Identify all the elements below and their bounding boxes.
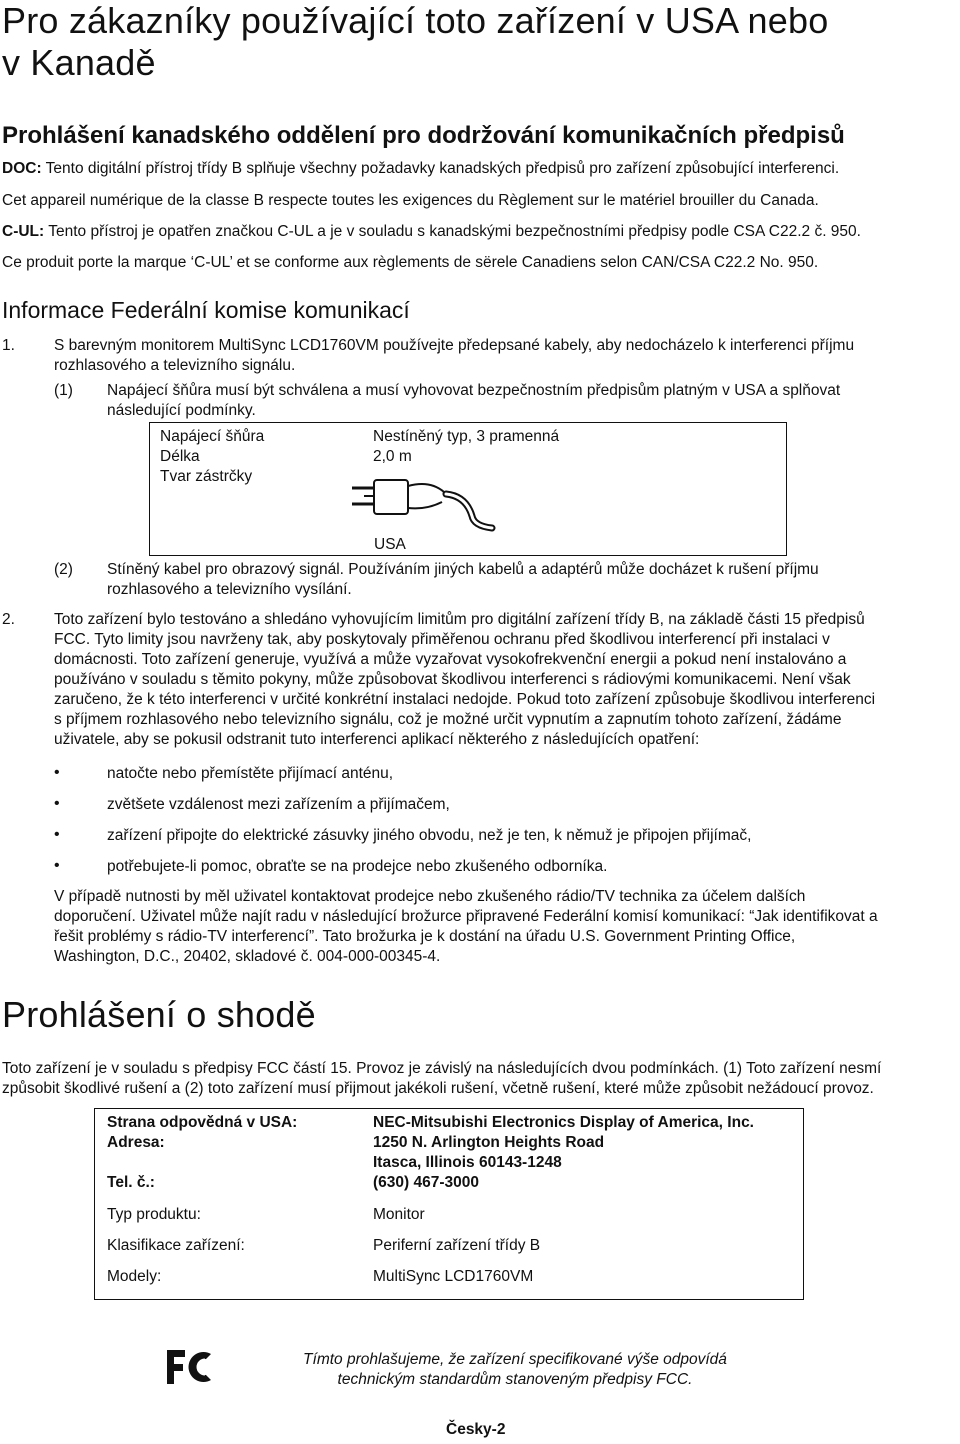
tel-label: Tel. č.: xyxy=(107,1174,155,1191)
conformity-heading: Prohlášení o shodě xyxy=(2,994,316,1035)
item2-line: FCC. Tyto limity jsou navrženy tak, aby poskytovaly přiměřenou ochranu před škodlivou interferencí při instalaci v xyxy=(54,631,830,648)
cord-value-length: 2,0 m xyxy=(373,448,412,465)
address-label: Adresa: xyxy=(107,1134,165,1151)
plug-caption: USA xyxy=(374,536,406,553)
item1-number: 1. xyxy=(2,337,15,354)
sub2-text xyxy=(107,560,819,600)
cord-values xyxy=(373,427,559,467)
cul-label: C-UL: xyxy=(2,223,45,240)
bullet-dot: • xyxy=(54,826,60,843)
bullet-item: zvětšete vzdálenost mezi zařízením a přijímačem, xyxy=(107,796,450,813)
cul-paragraph xyxy=(2,222,861,242)
doc-text: Tento digitální přístroj třídy B splňuje všechny požadavky kanadských předpisů pro zařízení způsobující interferenci. xyxy=(45,160,840,177)
cul-text: Tento přístroj je opatřen značkou C-UL a je v souladu s kanadskými bezpečnostními předpisy podle CSA C22.2 č. 950. xyxy=(48,223,861,240)
party-labels xyxy=(107,1113,297,1193)
declaration-line2: technickým standardům stanoveným předpisy FCC. xyxy=(337,1371,693,1388)
conformity-intro-line1: Toto zařízení je v souladu s předpisy FCC částí 15. Provoz je závislý na následujících dvou podmínkách. (1) Toto zařízení nesmí xyxy=(2,1060,882,1077)
classification-label: Klasifikace zařízení: xyxy=(107,1237,245,1254)
conformity-intro-line2: způsobit škodlivé rušení a (2) toto zařízení musí přijmout jakékoli rušení, včetně rušení, které může způsobit nežádoucí provoz. xyxy=(2,1080,874,1097)
closing-paragraph xyxy=(54,887,878,967)
party-values xyxy=(373,1113,754,1193)
sub1-number: (1) xyxy=(54,382,73,399)
cord-label-plug: Tvar zástrčky xyxy=(160,468,253,485)
item2-line: zaručeno, že k této interferenci v určité konkrétní instalaci nedojde. Pokud toto zařízení způsobuje škodlivou interferenci xyxy=(54,691,876,708)
closing-line: Washington, D.C., 20402, skladové č. 004-000-00345-4. xyxy=(54,948,441,965)
bullet-dot: • xyxy=(54,764,60,781)
party-label: Strana odpovědná v USA: xyxy=(107,1114,298,1131)
item2-line: Toto zařízení bylo testováno a shledáno vyhovujícím limitům pro digitální zařízení třídy B, na základě části 15 předpisů xyxy=(54,611,865,628)
item2-line: s příjmem rozhlasového nebo televizního signálu, což je možné určit vypnutím a zapnutím tohoto zařízení, žádáme xyxy=(54,711,842,728)
page-label: Česky-2 xyxy=(446,1421,506,1438)
page-title-line1: Pro zákazníky používající toto zařízení v USA nebo xyxy=(2,0,829,41)
bullet-item: potřebujete-li pomoc, obraťte se na prodejce nebo zkušeného odborníka. xyxy=(107,858,608,875)
fcc-heading: Informace Federální komise komunikací xyxy=(2,297,410,323)
item1-line1: S barevným monitorem MultiSync LCD1760VM používejte předepsané kabely, aby nedocházelo k interferenci příjmu xyxy=(54,337,855,354)
conformity-intro xyxy=(2,1059,881,1099)
closing-line: doporučení. Uživatel může najít radu v následující brožurce připravené Federální komisí komunikací: “Jak identifikovat a xyxy=(54,908,878,925)
classification-value: Periferní zařízení třídy B xyxy=(373,1237,541,1254)
bullet-dot: • xyxy=(54,795,60,812)
address-line2: Itasca, Illinois 60143-1248 xyxy=(373,1154,562,1171)
declaration-text xyxy=(285,1350,745,1390)
item2-number: 2. xyxy=(2,611,15,628)
models-value: MultiSync LCD1760VM xyxy=(373,1268,534,1285)
models-label: Modely: xyxy=(107,1268,162,1285)
item2-line: domácnosti. Toto zařízení generuje, využívá a může vyzařovat vysokofrekvenční energii a pokud není instalováno a xyxy=(54,651,847,668)
product-type-value: Monitor xyxy=(373,1206,425,1223)
item2-line: uživatele, aby se pokusil odstranit tuto interferenci aplikací některého z následujících opatření: xyxy=(54,731,700,748)
cul-french-paragraph: Ce produit porte la marque ‘C-UL’ et se conforme aux règlements de sërele Canadiens selon CAN/CSA C22.2 No. 950. xyxy=(2,254,819,271)
canada-heading: Prohlášení kanadského oddělení pro dodržování komunikačních předpisů xyxy=(2,122,845,149)
closing-line: V případě nutnosti by měl uživatel kontaktovat prodejce nebo zkušeného rádio/TV technika za účelem dalších xyxy=(54,888,806,905)
page-title-line2: v Kanadě xyxy=(2,42,156,83)
sub2-line1: Stíněný kabel pro obrazový signál. Používáním jiných kabelů a adaptérů může docházet k rušení příjmu xyxy=(107,561,819,578)
sub1-line1: Napájecí šňůra musí být schválena a musí vyhovovat bezpečnostním předpisům platným v USA a splňovat xyxy=(107,382,841,399)
cord-label-length: Délka xyxy=(160,448,200,465)
cord-labels xyxy=(160,427,264,487)
bullet-item: natočte nebo přemístěte přijímací anténu, xyxy=(107,765,394,782)
doc-french-paragraph: Cet appareil numérique de la classe B respecte toutes les exigences du Règlement sur le matériel brouiller du Canada. xyxy=(2,192,819,209)
doc-label: DOC: xyxy=(2,160,42,177)
page-title xyxy=(2,0,828,84)
us-plug-icon xyxy=(346,470,496,532)
bullet-dot: • xyxy=(54,857,60,874)
sub1-text xyxy=(107,381,840,421)
address-line1: 1250 N. Arlington Heights Road xyxy=(373,1134,605,1151)
item1-text xyxy=(54,336,854,376)
sub1-line2: následující podmínky. xyxy=(107,402,256,419)
sub2-number: (2) xyxy=(54,561,73,578)
item2-line: používáno v souladu s těmito pokyny, může způsobovat škodlivou interferenci s rádiovými komunikacemi. Není však xyxy=(54,671,851,688)
cord-label-type: Napájecí šňůra xyxy=(160,428,265,445)
doc-paragraph xyxy=(2,159,839,179)
closing-line: řešit problémy s rádio-TV interferencí”. Tato brožurka je k dostání na úřadu U.S. Government Printing Office, xyxy=(54,928,796,945)
party-value: NEC-Mitsubishi Electronics Display of America, Inc. xyxy=(373,1114,754,1131)
sub2-line2: rozhlasového a televizního vysílání. xyxy=(107,581,352,598)
item1-line2: rozhlasového a televizního signálu. xyxy=(54,357,296,374)
bullet-item: zařízení připojte do elektrické zásuvky jiného obvodu, než je ten, k němuž je připojen přijímač, xyxy=(107,827,752,844)
tel-value: (630) 467-3000 xyxy=(373,1174,479,1191)
fc-logo-icon xyxy=(165,1348,213,1386)
cord-value-type: Nestíněný typ, 3 pramenná xyxy=(373,428,560,445)
declaration-line1: Tímto prohlašujeme, že zařízení specifikované výše odpovídá xyxy=(303,1351,727,1368)
product-type-label: Typ produktu: xyxy=(107,1206,201,1223)
item2-text xyxy=(54,610,875,750)
